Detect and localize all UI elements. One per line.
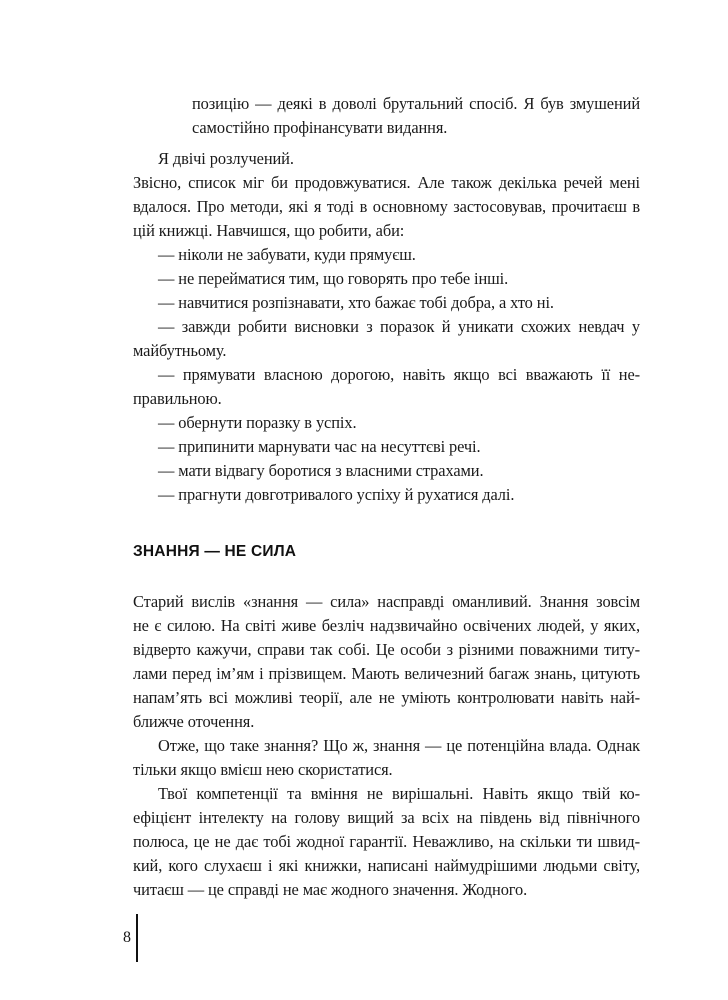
paragraph-line: тільки якщо вмієш нею скористатися. (133, 760, 393, 779)
list-item: правильною. (133, 389, 222, 408)
paragraph-line: відверто кажучи, справи так собі. Це особи з різними поважними титу- (133, 640, 640, 659)
list-item: — навчитися розпізнавати, хто бажає тобі добра, а хто ні. (158, 293, 554, 312)
paragraph-line: вдалося. Про методи, які я тоді в основному застосовував, прочитаєш в (133, 197, 640, 216)
list-item: — ніколи не забувати, куди прямуєш. (158, 245, 416, 264)
list-item: — мати відвагу боротися з власними страхами. (158, 461, 484, 480)
list-item: — прямувати власною дорогою, навіть якщо всі вважають її не- (158, 365, 640, 384)
paragraph-line: читаєш — це справді не має жодного значення. Жодного. (133, 880, 528, 899)
paragraph-line: ефіцієнт інтелекту на голову вищий за всіх на південь від північного (133, 808, 640, 827)
list-item: — прагнути довготривалого успіху й рухатися далі. (158, 485, 515, 504)
page-number-rule (136, 914, 138, 962)
paragraph-line: Я двічі розлучений. (158, 149, 294, 168)
paragraph-line: Отже, що таке знання? Що ж, знання — це потенційна влада. Однак (158, 736, 640, 755)
paragraph-line: Звісно, список міг би продовжуватися. Але також декілька речей мені (133, 173, 640, 192)
paragraph-line: напам’ять всі можливі теорії, але не уміють контролювати навіть най- (133, 688, 640, 707)
list-item: — припинити марнувати час на несуттєві речі. (158, 437, 481, 456)
paragraph-line: лами перед ім’ям і прізвищем. Мають величезний багаж знань, цитують (133, 664, 640, 683)
paragraph-line: ближче оточення. (133, 712, 255, 731)
page-number: 8 (123, 929, 131, 946)
list-item: — обернути поразку в успіх. (158, 413, 357, 432)
quote-line: позицію — деякі в доволі брутальний спосіб. Я був змушений (192, 94, 640, 113)
paragraph-line: не є силою. На світі живе безліч надзвичайно освічених людей, у яких, (133, 616, 640, 635)
list-item: — не перейматися тим, що говорять про тебе інші. (158, 269, 509, 288)
paragraph-line: Старий вислів «знання — сила» насправді оманливий. Знання зовсім (133, 592, 640, 611)
paragraph-line: кий, кого слухаєш і які книжки, написані наймудрішими людьми світу, (133, 856, 640, 875)
paragraph-line: цій книжці. Навчишся, що робити, аби: (133, 221, 405, 240)
quote-line: самостійно профінансувати видання. (192, 118, 448, 137)
paragraph-line: Твої компетенції та вміння не вирішальні. Навіть якщо твій ко- (158, 784, 640, 803)
section-heading: ЗНАННЯ — НЕ СИЛА (133, 543, 297, 560)
list-item: майбутньому. (133, 341, 227, 360)
list-item: — завжди робити висновки з поразок й уникати схожих невдач у (158, 317, 640, 336)
paragraph-line: полюса, це не дає тобі жодної гарантії. Неважливо, на скільки ти швид- (133, 832, 640, 851)
